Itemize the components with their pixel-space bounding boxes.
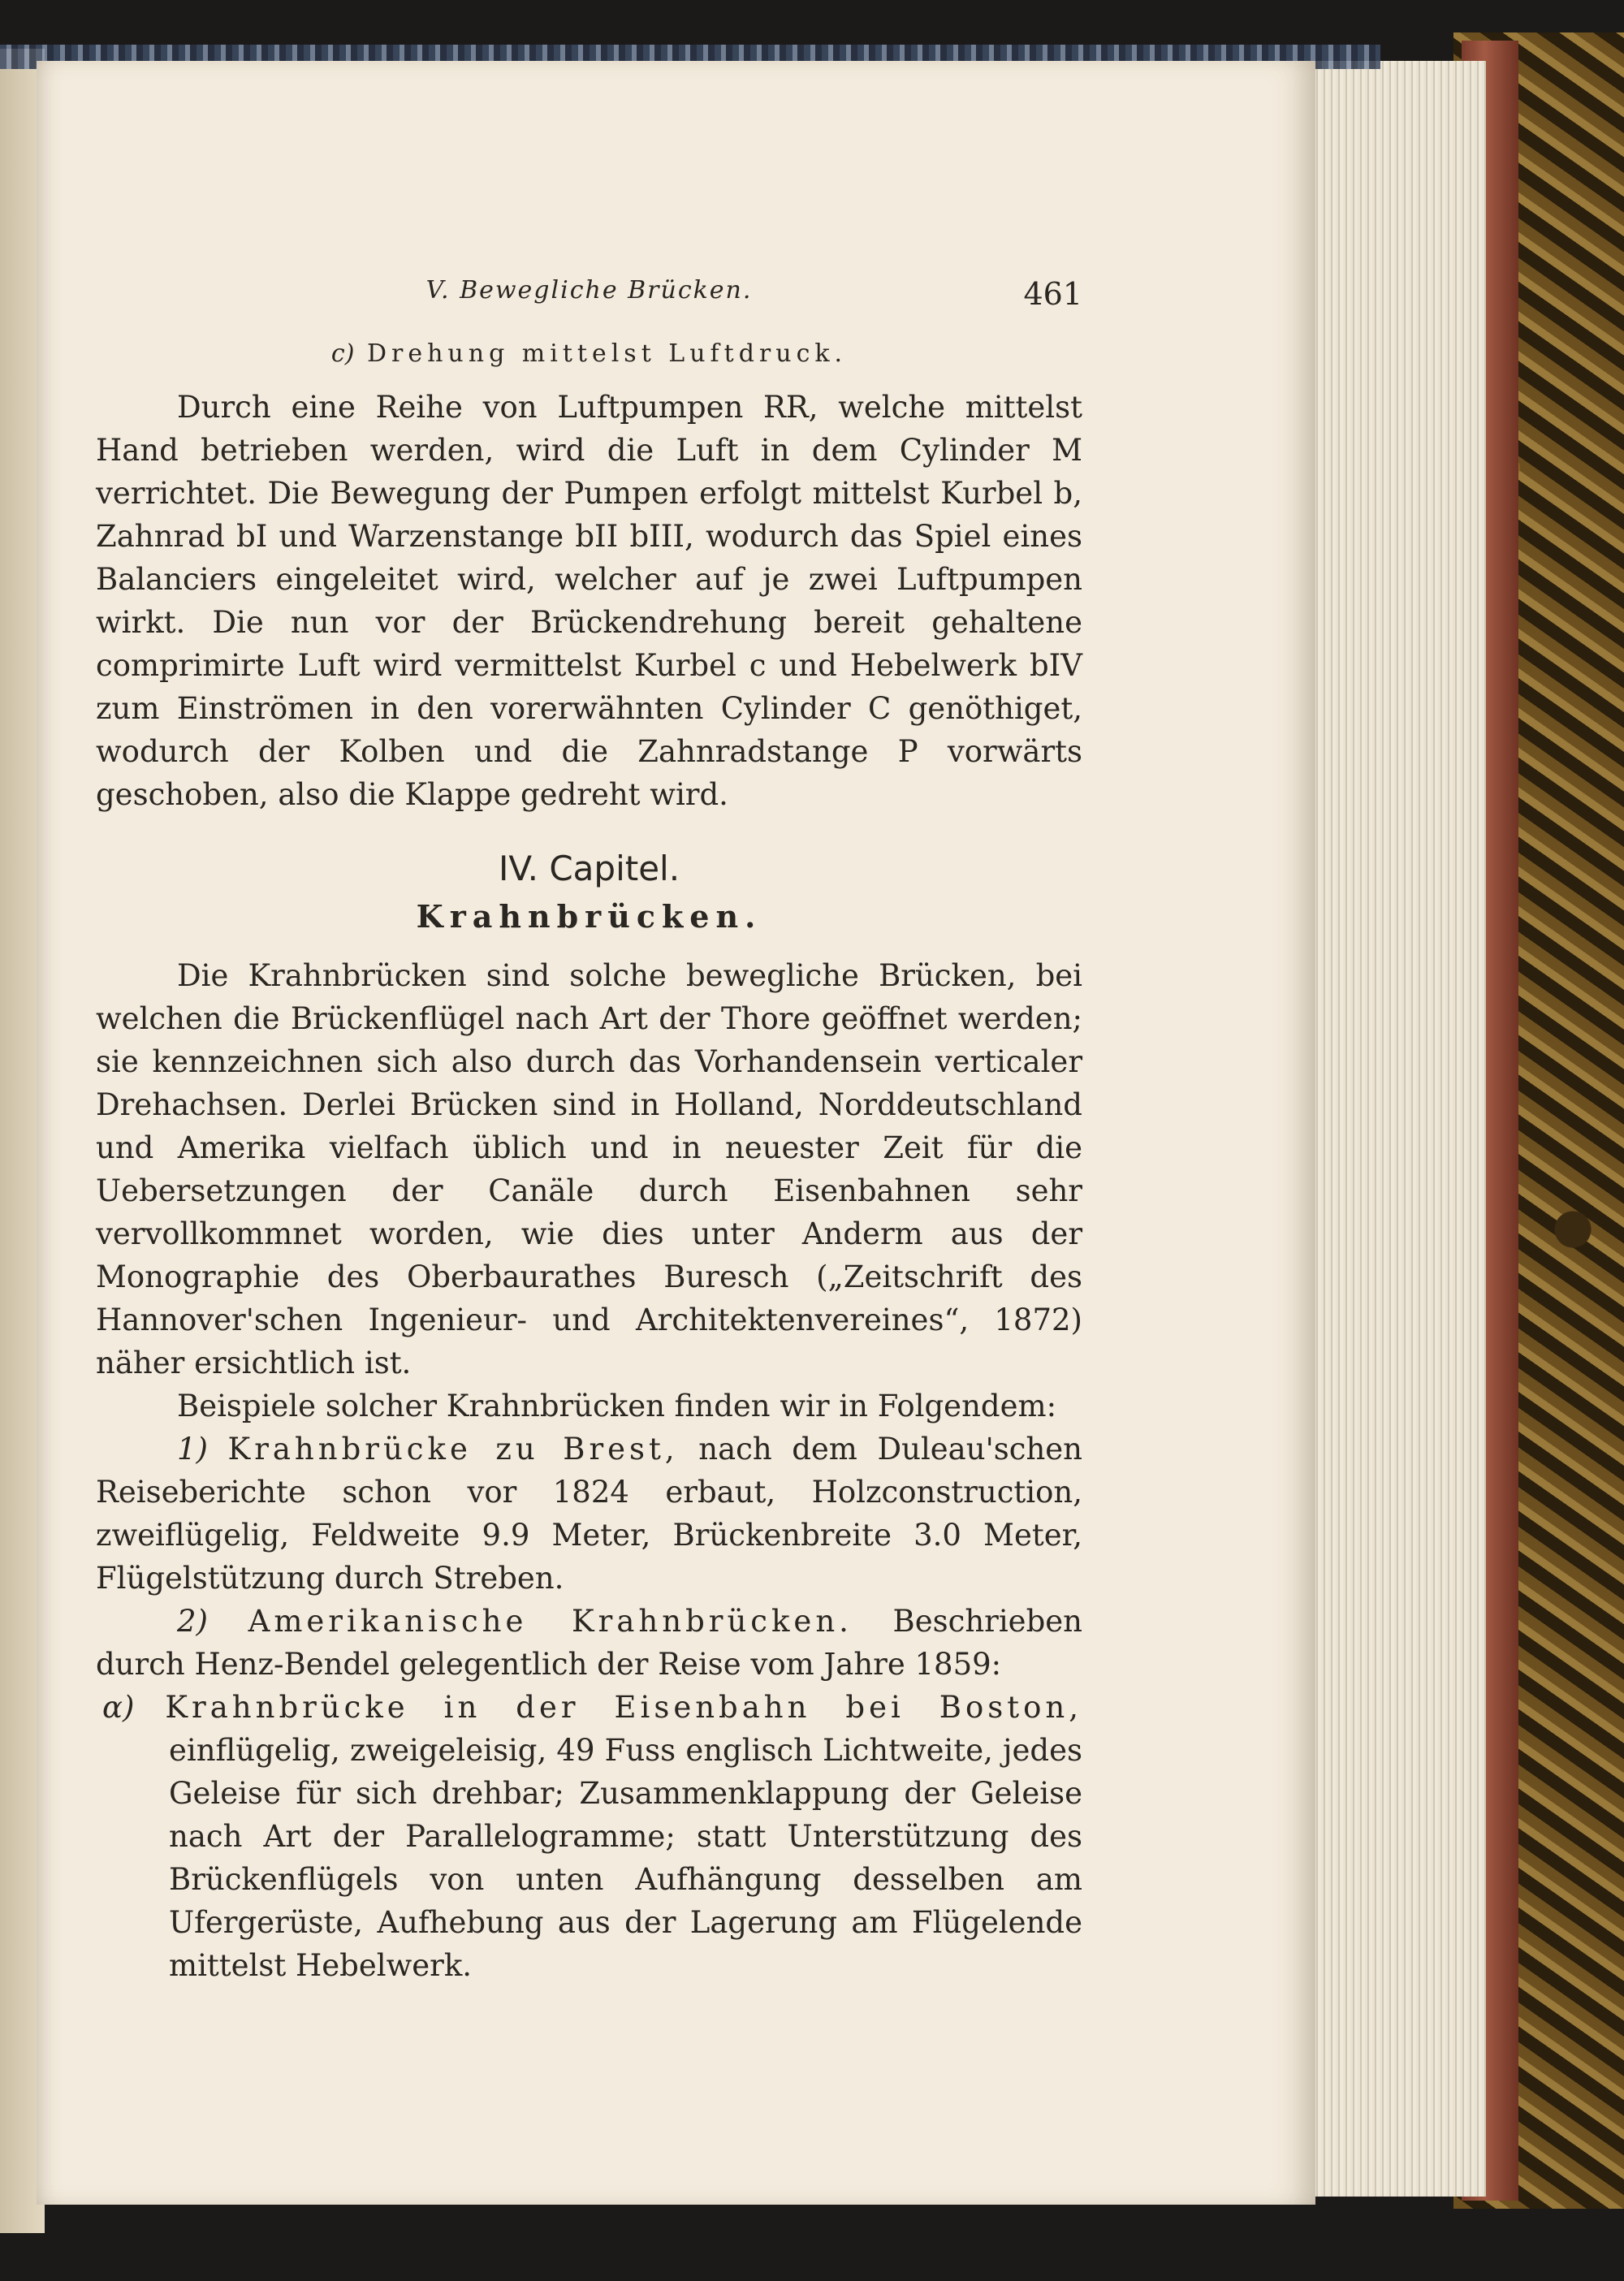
running-title: V. Bewegliche Brücken. bbox=[425, 276, 753, 305]
list-item bbox=[96, 1686, 1082, 1987]
running-head bbox=[96, 276, 1082, 325]
item-text: nach dem Duleau'schen Reiseberichte schon vor 1824 erbaut, Holzconstruction, zweiflügelig, Feldweite 9.9 Meter, Brückenbreite 3.0 Meter, Flügelstützung durch Streben. bbox=[96, 1432, 1083, 1596]
list-item bbox=[96, 1600, 1082, 1686]
item-text: einflügelig, zweigeleisig, 49 Fuss englisch Lichtweite, jedes Geleise für sich drehbar; Zusammenklappung der Geleise nach Art der Parallelogramme; statt Unterstützung des Brückenflügels von unten Aufhängung desselben am Ufergerüste, Aufhebung aus der Lagerung am Flügelende mittelst Hebelwerk. bbox=[169, 1733, 1082, 1983]
chapter-intro: Die Krahnbrücken sind solche bewegliche Brücken, bei welchen die Brückenflügel nach Art der Thore geöffnet werden; sie kennzeichnen sich also durch das Vorhandensein verticaler Drehachsen. Derlei Brücken sind in Holland, Norddeutschland und Amerika vielfach üblich und in neuester Zeit für die Uebersetzungen der Canäle durch Eisenbahnen sehr vervollkommnet worden, wie dies unter Anderm aus der Monographie des Oberbaurathes Buresch („Zeitschrift des Hannover'schen Ingenieur- und Architektenvereines“, 1872) näher ersichtlich ist. bbox=[96, 958, 1082, 1380]
section-paragraph: Durch eine Reihe von Luftpumpen RR, welche mittelst Hand betrieben werden, wird die Luft in dem Cylinder M verrichtet. Die Bewegung der Pumpen erfolgt mittelst Kurbel b, Zahnrad bI und Warzenstange bII bIII, wodurch das Spiel eines Balanciers eingeleitet wird, welcher auf je zwei Luftpumpen wirkt. Die nun vor der Brückendrehung bereit gehaltene comprimirte Luft wird vermittelst Kurbel c und Hebelwerk bIV zum Einströmen in den vorerwähnten Cylinder C genöthiget, wodurch der Kolben und die Zahnradstange P vorwärts geschoben, also die Klappe gedreht wird. bbox=[96, 390, 1082, 812]
page-edges bbox=[1299, 61, 1486, 2197]
item-heading: Krahnbrücke zu Brest, bbox=[227, 1432, 679, 1467]
item-marker: α) bbox=[102, 1690, 135, 1725]
chapter-number: IV. Capitel. bbox=[498, 849, 680, 888]
list-item bbox=[96, 1428, 1082, 1600]
chapter-title: Krahnbrücken. bbox=[416, 898, 762, 935]
page-number: 461 bbox=[1023, 276, 1082, 312]
section-heading bbox=[96, 339, 1082, 368]
examples-intro: Beispiele solcher Krahnbrücken finden wir in Folgendem: bbox=[177, 1389, 1057, 1423]
item-heading: Amerikanische Krahnbrücken. bbox=[248, 1604, 853, 1639]
page-text bbox=[96, 219, 1082, 1987]
section-heading-text: Drehung mittelst Luftdruck. bbox=[366, 339, 848, 368]
section-marker: c) bbox=[330, 339, 355, 368]
item-heading: Krahnbrücke in der Eisenbahn bei Boston, bbox=[165, 1690, 1082, 1725]
item-marker: 1) bbox=[177, 1432, 208, 1467]
item-text: Beschrieben durch Henz-Bendel gelegentlich der Reise vom Jahre 1859: bbox=[96, 1604, 1082, 1682]
item-marker: 2) bbox=[177, 1604, 208, 1639]
